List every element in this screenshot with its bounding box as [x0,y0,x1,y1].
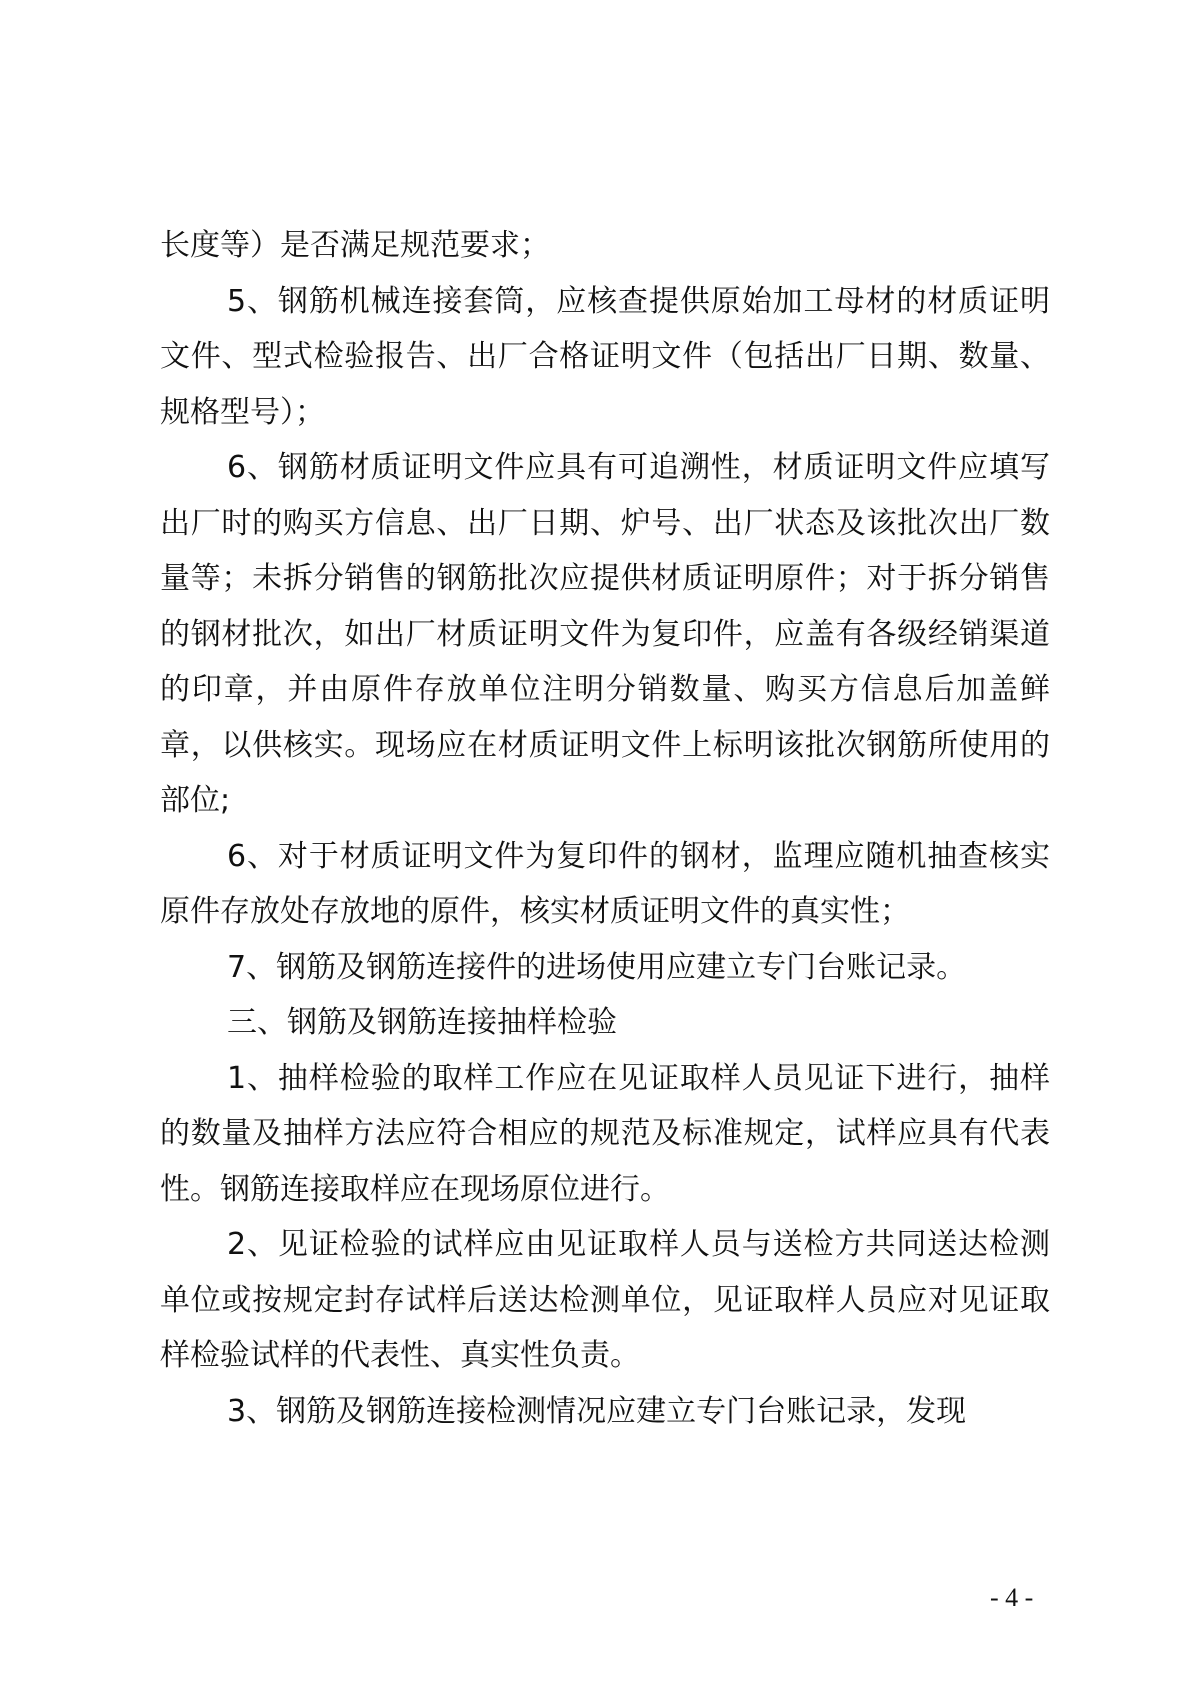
paragraph-item-3-records: 3、钢筋及钢筋连接检测情况应建立专门台账记录，发现 [227,1393,967,1429]
paragraph-item-2-witness: 2、见证检验的试样应由见证取样人员与送检方共同送达检测单位或按规定封存试样后送达检测单位，见证取样人员应对见证取样检验试样的代表性、真实性负责。 [160,1227,1050,1373]
paragraph-item-5-sleeve: 5、钢筋机械连接套筒，应核查提供原始加工母材的材质证明文件、型式检验报告、出厂合格证明文件（包括出厂日期、数量、规格型号）； [160,283,1050,430]
paragraph-item-7-ledger: 7、钢筋及钢筋连接件的进场使用应建立专门台账记录。 [227,949,967,985]
paragraph-continuation: 长度等）是否满足规范要求； [160,228,550,263]
body-text [160,218,1050,1439]
section-heading-sampling: 三、钢筋及钢筋连接抽样检验 [227,1005,617,1040]
paragraph-item-1-sampling: 1、抽样检验的取样工作应在见证取样人员见证下进行，抽样的数量及抽样方法应符合相应的规范及标准规定，试样应具有代表性。钢筋连接取样应在现场原位进行。 [160,1060,1050,1207]
page-number: - 4 - [990,1583,1034,1612]
paragraph-item-6-traceability: 6、钢筋材质证明文件应具有可追溯性，材质证明文件应填写出厂时的购买方信息、出厂日期、炉号、出厂状态及该批次出厂数量等；未拆分销售的钢筋批次应提供材质证明原件；对于拆分销售的钢材批次，如出厂材质证明文件为复印件，应盖有各级经销渠道的印章，并由原件存放单位注明分销数量、购买方信息后加盖鲜章，以供核实。现场应在材质证明文件上标明该批次钢筋所使用的部位; [160,450,1050,818]
paragraph-item-6-copy-check: 6、对于材质证明文件为复印件的钢材，监理应随机抽查核实原件存放处存放地的原件，核实材质证明文件的真实性； [160,838,1050,929]
